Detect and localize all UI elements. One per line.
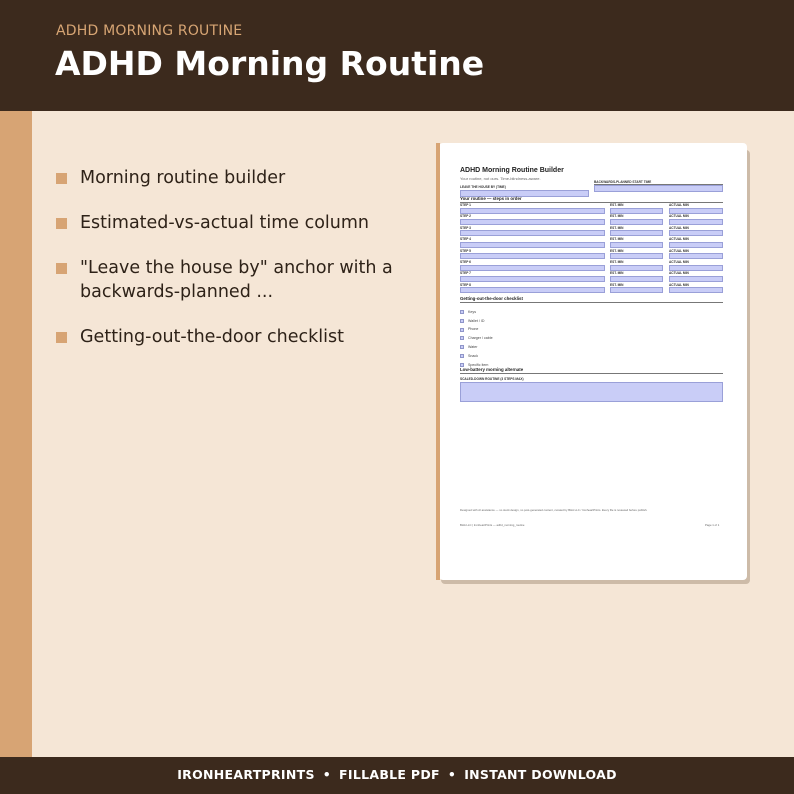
step-field[interactable]: [460, 276, 605, 282]
actual-min-field[interactable]: [669, 219, 723, 225]
doc-footer-left: BHA LLC | IronheartPrints — adhd_morning_routine: [460, 523, 525, 527]
checkbox-label: Wallet / ID: [468, 318, 485, 323]
bullet-square-icon: [56, 173, 67, 184]
actual-min-label: ACTUAL MIN: [669, 203, 689, 207]
footer-separator: •: [447, 767, 457, 782]
checklist-heading: Getting-out-the-door checklist: [460, 296, 523, 301]
checkbox[interactable]: [460, 336, 464, 340]
step-field[interactable]: [460, 230, 605, 236]
feature-list: [56, 166, 396, 370]
actual-min-field[interactable]: [669, 230, 723, 236]
est-min-field[interactable]: [610, 276, 663, 282]
checkbox[interactable]: [460, 310, 464, 314]
est-min-label: EST. MIN: [610, 214, 624, 219]
document-accent-bar: [436, 143, 440, 580]
actual-min-label: ACTUAL MIN: [669, 237, 689, 242]
est-min-label: EST. MIN: [610, 248, 624, 253]
actual-min-field[interactable]: [669, 276, 723, 282]
step-field[interactable]: [460, 265, 605, 271]
divider: [460, 373, 723, 374]
actual-min-label: ACTUAL MIN: [669, 214, 689, 219]
actual-min-label: ACTUAL MIN: [669, 282, 689, 287]
step-label: STEP 8: [460, 282, 471, 287]
checkbox-label: Charger / cable: [468, 336, 493, 341]
feature-item: [56, 256, 396, 304]
routine-heading: Your routine — steps in order: [460, 196, 522, 201]
actual-min-field[interactable]: [669, 287, 723, 293]
doc-disclaimer: Designed with AI assistance — no stock design, no post-generated content, curated by BHA LLC / IronheartPrints. Every file is reviewed before publish.: [460, 508, 648, 512]
feature-item: [56, 166, 396, 190]
feature-text: "Leave the house by" anchor with a backwards-planned ...: [80, 258, 393, 302]
checkbox[interactable]: [460, 354, 464, 358]
page-title: ADHD Morning Routine: [55, 44, 485, 83]
est-min-field[interactable]: [610, 265, 663, 271]
alt-heading: Low-battery morning alternate: [460, 367, 524, 372]
footer-banner: [0, 757, 794, 794]
checkbox-label: Keys: [468, 309, 476, 314]
feature-text: Morning routine builder: [80, 168, 286, 188]
feature-item: [56, 211, 396, 235]
step-field[interactable]: [460, 219, 605, 225]
eyebrow-label: ADHD MORNING ROUTINE: [56, 23, 243, 39]
actual-min-label: ACTUAL MIN: [669, 260, 689, 264]
actual-min-field[interactable]: [669, 208, 723, 214]
est-min-label: EST. MIN: [610, 203, 624, 207]
bullet-square-icon: [56, 218, 67, 229]
footer-text: [0, 767, 794, 782]
step-label: STEP 4: [460, 237, 471, 242]
step-field[interactable]: [460, 242, 605, 248]
alt-routine-label: SCALED-DOWN ROUTINE (3 STEPS MAX): [460, 377, 524, 381]
step-label: STEP 3: [460, 225, 471, 230]
actual-min-field[interactable]: [669, 242, 723, 248]
footer-brand: IRONHEARTPRINTS: [177, 767, 315, 782]
checkbox-label: Snack: [468, 353, 478, 358]
est-min-label: EST. MIN: [610, 225, 624, 230]
bullet-square-icon: [56, 263, 67, 274]
document-preview: [439, 143, 747, 580]
est-min-field[interactable]: [610, 287, 663, 293]
backwards-start-label: BACKWARDS-PLANNED START TIME: [594, 180, 652, 184]
est-min-field[interactable]: [610, 230, 663, 236]
actual-min-label: ACTUAL MIN: [669, 225, 689, 230]
feature-text: Getting-out-the-door checklist: [80, 327, 344, 347]
doc-subtitle: Your routine, not ours. Time-blindness-aware.: [460, 176, 541, 181]
checkbox[interactable]: [460, 345, 464, 349]
step-label: STEP 1: [460, 203, 471, 207]
actual-min-label: ACTUAL MIN: [669, 271, 689, 276]
est-min-label: EST. MIN: [610, 237, 624, 242]
est-min-field[interactable]: [610, 208, 663, 214]
actual-min-label: ACTUAL MIN: [669, 248, 689, 253]
est-min-label: EST. MIN: [610, 282, 624, 287]
accent-strip: [0, 111, 32, 757]
step-field[interactable]: [460, 253, 605, 259]
est-min-label: EST. MIN: [610, 260, 624, 264]
leave-time-label: LEAVE THE HOUSE BY (TIME): [460, 185, 506, 189]
footer-separator: •: [322, 767, 332, 782]
backwards-start-field[interactable]: [594, 185, 723, 192]
checkbox-label: Phone: [468, 327, 479, 332]
feature-text: Estimated-vs-actual time column: [80, 213, 370, 233]
checkbox[interactable]: [460, 328, 464, 332]
step-label: STEP 5: [460, 248, 471, 253]
bullet-square-icon: [56, 332, 67, 343]
checkbox-label: Specific item: [468, 362, 489, 367]
step-label: STEP 6: [460, 260, 471, 264]
divider: [460, 302, 723, 303]
feature-item: [56, 325, 396, 349]
step-field[interactable]: [460, 287, 605, 293]
actual-min-field[interactable]: [669, 253, 723, 259]
actual-min-field[interactable]: [669, 265, 723, 271]
alt-routine-field[interactable]: [460, 382, 723, 402]
checkbox-label: Water: [468, 345, 478, 349]
step-field[interactable]: [460, 208, 605, 214]
footer-format: FILLABLE PDF: [339, 767, 440, 782]
footer-delivery: INSTANT DOWNLOAD: [464, 767, 617, 782]
step-label: STEP 2: [460, 214, 471, 219]
header-banner: [0, 0, 794, 111]
checkbox[interactable]: [460, 319, 464, 323]
step-label: STEP 7: [460, 271, 471, 276]
est-min-field[interactable]: [610, 219, 663, 225]
doc-title: ADHD Morning Routine Builder: [460, 167, 564, 174]
est-min-field[interactable]: [610, 253, 663, 259]
est-min-label: EST. MIN: [610, 271, 624, 276]
doc-page-number: Page 1 of 1: [705, 523, 720, 527]
est-min-field[interactable]: [610, 242, 663, 248]
